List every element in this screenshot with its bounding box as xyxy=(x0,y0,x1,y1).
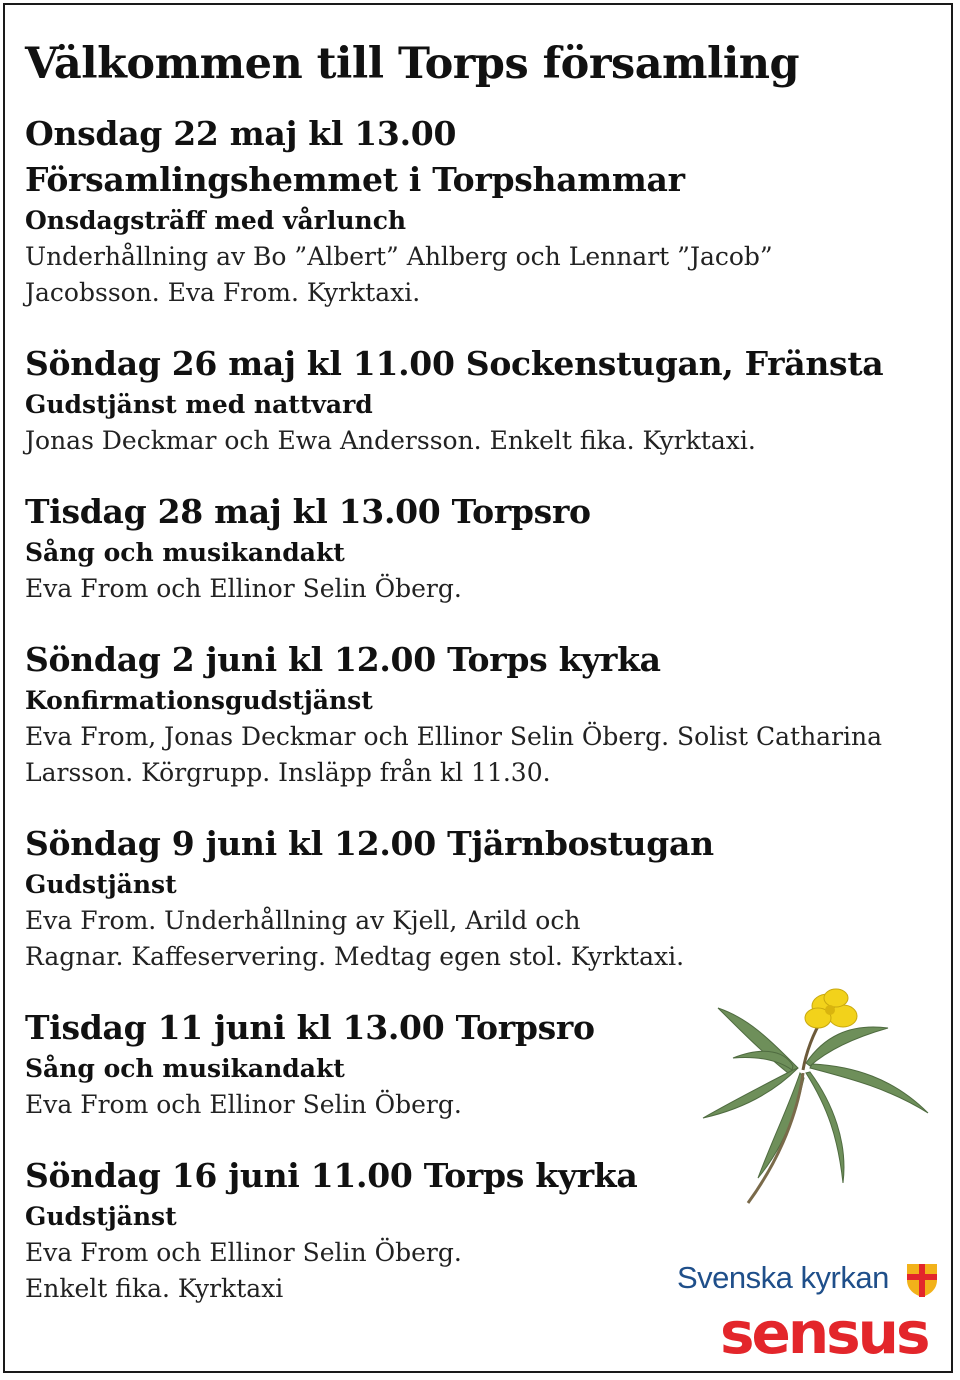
event-type: Onsdagsträff med vårlunch xyxy=(25,206,407,235)
event-heading: Söndag 16 juni 11.00 Torps kyrka xyxy=(25,1156,638,1195)
event-description: Eva From. Underhållning av Kjell, Arild och Ragnar. Kaffeservering. Medtag egen stol. Kyrktaxi. xyxy=(25,906,685,971)
event-5 xyxy=(25,821,945,975)
church-shield-icon xyxy=(905,1262,939,1298)
event-type: Gudstjänst xyxy=(25,1202,177,1231)
event-type: Gudstjänst med nattvard xyxy=(25,390,373,419)
event-4 xyxy=(25,637,945,791)
event-type: Gudstjänst xyxy=(25,870,177,899)
event-description: Eva From och Ellinor Selin Öberg. xyxy=(25,574,462,603)
event-heading: Tisdag 28 maj kl 13.00 Torpsro xyxy=(25,492,591,531)
event-location: Församlingshemmet i Torpshammar xyxy=(25,160,685,199)
event-description: Eva From, Jonas Deckmar och Ellinor Selin Öberg. Solist Catharina Larsson. Körgrupp. Insläpp från kl 11.30. xyxy=(25,722,883,787)
event-description: Underhållning av Bo ”Albert” Ahlberg och Lennart ”Jacob” Jacobsson. Eva From. Kyrktaxi. xyxy=(25,242,773,307)
event-heading: Söndag 26 maj kl 11.00 Sockenstugan, Fränsta xyxy=(25,344,884,383)
svenska-kyrkan-logo: Svenska kyrkan xyxy=(677,1260,889,1295)
event-1 xyxy=(25,111,945,311)
event-description: Eva From och Ellinor Selin Öberg. xyxy=(25,1090,462,1119)
event-heading: Söndag 9 juni kl 12.00 Tjärnbostugan xyxy=(25,824,714,863)
event-2 xyxy=(25,341,945,459)
event-heading: Söndag 2 juni kl 12.00 Torps kyrka xyxy=(25,640,661,679)
event-description-extra: Enkelt fika. Kyrktaxi xyxy=(25,1274,284,1303)
event-description: Jonas Deckmar och Ewa Andersson. Enkelt fika. Kyrktaxi. xyxy=(25,426,756,455)
sensus-logo: sensus xyxy=(720,1299,928,1367)
event-3 xyxy=(25,489,945,607)
event-type: Sång och musikandakt xyxy=(25,1054,345,1083)
event-type: Konfirmationsgudstjänst xyxy=(25,686,373,715)
event-heading: Tisdag 11 juni kl 13.00 Torpsro xyxy=(25,1008,595,1047)
event-type: Sång och musikandakt xyxy=(25,538,345,567)
flower-illustration xyxy=(688,978,948,1208)
flower-center xyxy=(825,1005,835,1015)
event-heading: Onsdag 22 maj kl 13.00 xyxy=(25,114,457,153)
page-title: Välkommen till Torps församling xyxy=(25,39,800,89)
event-description: Eva From och Ellinor Selin Öberg. xyxy=(25,1238,462,1267)
